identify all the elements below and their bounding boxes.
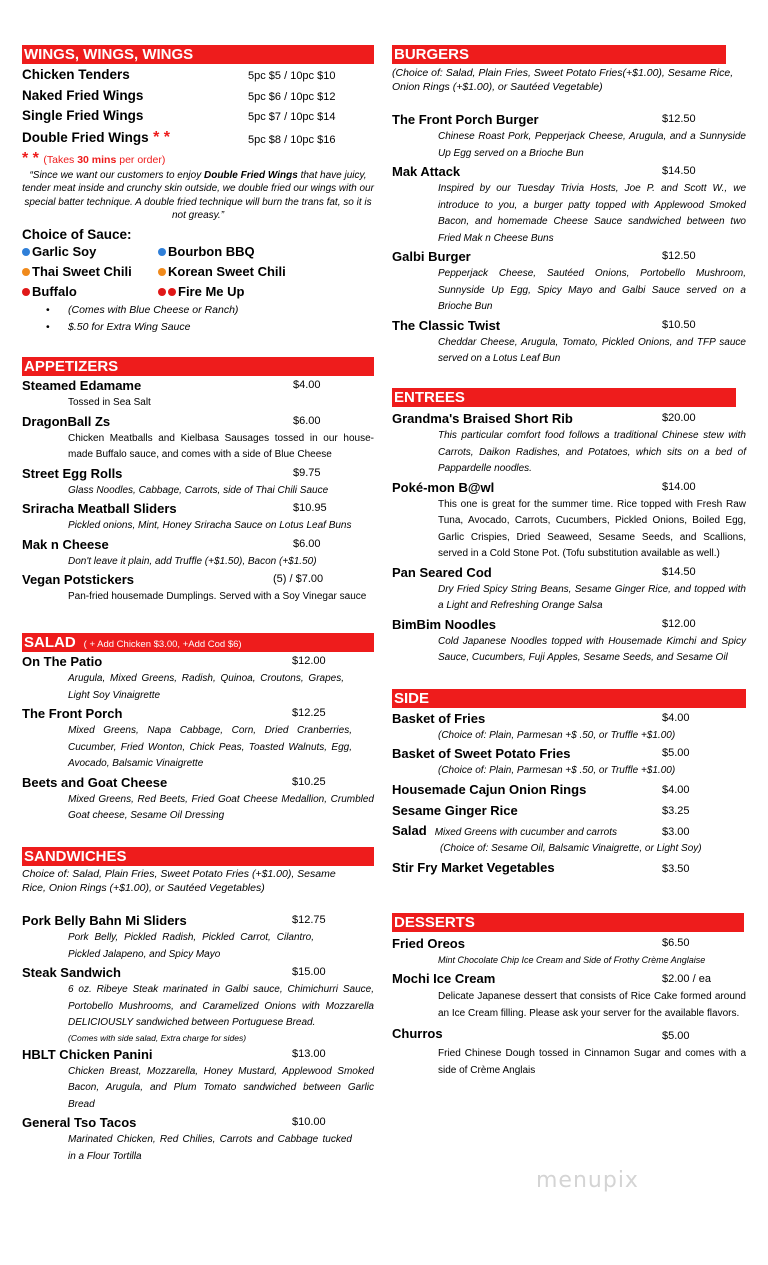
sandwiches-section: [22, 847, 374, 1165]
note-bold: 30 mins: [77, 153, 117, 166]
item-name: Mak Attack: [392, 164, 461, 179]
item-desc: Arugula, Mixed Greens, Radish, Quinoa, Croutons, Grapes, Light Soy Vinaigrette: [68, 673, 344, 701]
wings-header: WINGS, WINGS, WINGS: [22, 45, 374, 64]
quote-bold: Double Fried Wings: [203, 169, 298, 181]
item-name: Mochi Ice Cream: [392, 971, 496, 986]
menu-item: [392, 821, 746, 841]
sauce-item: [158, 262, 358, 282]
sauce-item: [158, 282, 358, 302]
menu-item: [22, 963, 374, 982]
item-price: $3.50: [662, 863, 690, 875]
menu-item: [22, 412, 374, 431]
menu-item: [392, 779, 746, 800]
star-mark: * *: [22, 149, 39, 167]
menu-item: [22, 652, 374, 671]
item-name: Double Fried Wings: [22, 129, 149, 145]
wings-bullet: • $.50 for Extra Wing Sauce: [22, 319, 374, 337]
item-price: $10.00: [292, 1116, 326, 1128]
quote-pre: “Since we want our customers to enjoy: [29, 169, 204, 181]
item-desc: Pork Belly, Pickled Radish, Pickled Carrot, Cilantro, Pickled Jalapeno, and Spicy Mayo: [68, 932, 314, 960]
item-price: $6.00: [293, 537, 321, 550]
item-price: $12.25: [292, 707, 326, 719]
burgers-body: [392, 65, 746, 368]
item-name: Mak n Cheese: [22, 536, 109, 552]
salad-header-note: ( + Add Chicken $3.00, +Add Cod $6): [83, 639, 242, 650]
menu-item: [22, 773, 374, 792]
item-desc: Mixed Greens, Napa Cabbage, Corn, Dried Cranberries, Cucumber, Fried Wonton, Chick Peas, Toasted Walnuts, Egg, Avocado, Balsamic Vinaigrette: [68, 725, 352, 769]
item-price: $4.00: [293, 379, 321, 391]
entrees-header: ENTREES: [392, 388, 736, 407]
heat-dot-icon: [158, 268, 166, 276]
item-price: $15.00: [292, 966, 326, 978]
item-price: $12.00: [662, 617, 696, 630]
sandwiches-header: SANDWICHES: [22, 847, 374, 866]
salad-section: [22, 633, 374, 825]
item-price: $4.00: [662, 712, 690, 724]
menu-item: [392, 409, 746, 428]
sauce-name: Garlic Soy: [32, 243, 97, 259]
side-header: SIDE: [392, 689, 746, 708]
menupix-watermark: menupix: [536, 1168, 639, 1193]
menu-item: [22, 1113, 374, 1132]
item-price: 5pc $8 / 10pc $16: [248, 133, 336, 146]
menu-item: [392, 857, 746, 879]
wings-section: [22, 45, 374, 337]
menu-item: [392, 968, 746, 989]
wing-item: [22, 65, 374, 86]
side-section: [392, 689, 746, 879]
appetizers-section: [22, 357, 374, 606]
item-name: HBLT Chicken Panini: [22, 1046, 153, 1062]
salad-header: [22, 633, 374, 652]
item-name: DragonBall Zs: [22, 413, 111, 429]
sauce-item: [22, 282, 158, 302]
item-price: 5pc $7 / 10pc $14: [248, 111, 336, 123]
wing-item: [22, 127, 374, 149]
item-price: $2.00 / ea: [662, 973, 711, 985]
menu-item: [392, 744, 746, 763]
sauce-name: Thai Sweet Chili: [32, 263, 132, 279]
item-name: Naked Fried Wings: [22, 87, 144, 103]
item-price: $10.50: [662, 318, 696, 331]
sauce-item: [22, 262, 158, 282]
menu-item: [22, 535, 374, 554]
item-name: Grandma's Braised Short Rib: [392, 411, 573, 426]
appetizers-header: APPETIZERS: [22, 357, 374, 376]
item-desc: Pan-fried housemade Dumplings. Served with a Soy Vinegar sauce: [68, 591, 367, 602]
item-price: $3.00: [662, 826, 690, 838]
wings-quote: [22, 169, 374, 223]
item-name: Beets and Goat Cheese: [22, 774, 168, 790]
item-price: $14.50: [662, 165, 696, 177]
item-name: Sriracha Meatball Sliders: [22, 501, 177, 516]
item-name: Housemade Cajun Onion Rings: [392, 782, 587, 797]
item-price: $20.00: [662, 412, 696, 424]
item-desc: Cheddar Cheese, Arugula, Tomato, Pickled Onions, and TFP sauce served on a Lotus Leaf Bun: [438, 336, 746, 364]
menu-item: [392, 709, 746, 728]
item-desc: Chicken Breast, Mozzarella, Honey Mustard, Applewood Smoked Bacon, Arugula, and Plum Tomato sandwiched between Garlic Bread: [68, 1065, 374, 1110]
item-name: Chicken Tenders: [22, 67, 130, 82]
wings-note: [22, 150, 374, 169]
wing-item: [22, 86, 374, 107]
item-name: BimBim Noodles: [392, 616, 497, 632]
item-price: $4.00: [662, 784, 690, 796]
menu-item: [22, 704, 374, 723]
burgers-intro: (Choice of: Salad, Plain Fries, Sweet Potato Fries(+$1.00), Sesame Rice, Onion Rings (+$1.00), or Sautéed Vegetable): [392, 67, 734, 93]
sauce-name: Bourbon BBQ: [168, 243, 255, 259]
entrees-section: [392, 388, 736, 407]
item-price: $6.00: [293, 414, 321, 427]
item-name: Poké-mon B@wl: [392, 479, 495, 495]
menu-item: [392, 800, 746, 821]
item-price: $6.50: [662, 937, 690, 949]
desserts-section: [392, 913, 744, 932]
wing-item: [22, 106, 374, 127]
item-price: $13.00: [292, 1047, 326, 1060]
item-name: Street Egg Rolls: [22, 465, 123, 481]
item-name: Basket of Fries: [392, 711, 486, 726]
item-desc: Inspired by our Tuesday Trivia Hosts, Joe P. and Scott W., we introduce to you, a burger patty topped with Applewood Smoked Bacon, and homemade Cheese Sauce sandwiched between two Fried Mak n Cheese Buns: [438, 183, 746, 244]
item-name: General Tso Tacos: [22, 1115, 137, 1130]
menu-item: [22, 499, 374, 518]
item-price: $3.25: [662, 805, 690, 817]
item-price: $5.00: [662, 1030, 690, 1042]
item-name: The Front Porch Burger: [392, 112, 539, 127]
menu-item: [392, 162, 746, 181]
menu-item: [392, 934, 746, 953]
item-desc: Fried Chinese Dough tossed in Cinnamon Sugar and comes with a side of Crème Anglais: [438, 1048, 746, 1076]
item-name: On The Patio: [22, 654, 103, 669]
item-price: (5) / $7.00: [273, 573, 324, 585]
heat-dot-icon: [22, 268, 30, 276]
heat-dot-icon: [22, 288, 30, 296]
menu-item: [392, 247, 746, 266]
sauce-item: [158, 242, 358, 262]
item-desc: Don't leave it plain, add Truffle (+$1.50), Bacon (+$1.50): [68, 555, 317, 567]
sandwiches-intro: Choice of: Salad, Plain Fries, Sweet Potato Fries (+$1.00), Sesame Rice, Onion Rings (+$1.00), or Sautéed Vegetables): [22, 868, 336, 894]
salad-title: SALAD: [24, 634, 76, 651]
item-name: Steamed Edamame: [22, 378, 142, 393]
note-post: per order): [116, 153, 166, 166]
item-desc: Mixed Greens, Red Beets, Fried Goat Cheese Medallion, Crumbled Goat cheese, Sesame Oil Dressing: [68, 793, 374, 821]
item-name: Pan Seared Cod: [392, 564, 492, 580]
item-name: The Classic Twist: [392, 317, 501, 333]
item-desc: Chicken Meatballs and Kielbasa Sausages tossed in our house-made Buffalo sauce, and comes with a side of Blue Cheese: [68, 432, 374, 460]
item-desc: Cold Japanese Noodles topped with Housemade Kimchi and Spicy Sauce, Cucumbers, Fuji Apples, Sesame Seeds, and Sesame Oil: [438, 635, 746, 663]
item-desc: Dry Fried Spicy String Beans, Sesame Ginger Rice, and topped with a Light and Refreshing Orange Salsa: [438, 583, 746, 611]
burgers-section: [392, 45, 726, 64]
item-name: Sesame Ginger Rice: [392, 803, 518, 818]
item-price: $12.75: [292, 914, 326, 926]
item-options: (Choice of: Sesame Oil, Balsamic Vinaigrette, or Light Soy): [440, 843, 702, 854]
wings-bullet: • (Comes with Blue Cheese or Ranch): [22, 302, 374, 320]
item-name: Pork Belly Bahn Mi Sliders: [22, 913, 187, 928]
desserts-header: DESSERTS: [392, 913, 744, 932]
item-name: Stir Fry Market Vegetables: [392, 860, 555, 875]
heat-dot-icon: [168, 288, 176, 296]
item-name: The Front Porch: [22, 706, 123, 721]
menu-item: [22, 570, 374, 589]
sauce-name: Fire Me Up: [178, 283, 245, 299]
item-desc: Delicate Japanese dessert that consists of Rice Cake formed around an Ice Cream filling. Please ask your server for the available flavors.: [438, 991, 746, 1019]
item-desc: Marinated Chicken, Red Chilies, Carrots and Cabbage tucked in a Flour Tortilla: [68, 1134, 352, 1162]
sauce-name: Buffalo: [32, 283, 77, 299]
item-desc: Glass Noodles, Cabbage, Carrots, side of Thai Chili Sauce: [68, 484, 329, 496]
item-price: $10.25: [292, 775, 326, 788]
entrees-body: [392, 409, 746, 667]
item-desc: Pickled onions, Mint, Honey Sriracha Sauce on Lotus Leaf Buns: [68, 520, 352, 531]
item-inline-desc: Mixed Greens with cucumber and carrots: [434, 827, 617, 838]
menu-item: [392, 563, 746, 582]
burgers-header: BURGERS: [392, 45, 726, 64]
menu-item: [22, 911, 374, 930]
item-price: $12.50: [662, 250, 696, 262]
item-desc: This one is great for the summer time. Rice topped with Fresh Raw Tuna, Avocado, Carrots, Cucumbers, Pickled Onions, Boiled Egg, Garlic Crispies, Dried Seaweed, Sesame Seeds, and Scallions, served in a Cold Stone Pot. (Tofu substitution available as well.): [438, 498, 746, 559]
item-name: Basket of Sweet Potato Fries: [392, 746, 571, 761]
menu-item: [392, 316, 746, 335]
quote-post: that have juicy, tender meat inside and crunchy skin outside, we double fried our wings with our special batter technique. A double fried technique will burn the trans fat, so it is not greasy.”: [22, 169, 374, 221]
star-mark: * *: [153, 128, 170, 146]
item-price: $14.00: [662, 480, 696, 493]
menu-item: [22, 464, 374, 483]
heat-dot-icon: [158, 288, 166, 296]
item-name: Salad: [392, 823, 427, 838]
menu-item: [392, 1022, 746, 1046]
sauce-list: [22, 242, 374, 302]
item-price: $5.00: [662, 747, 690, 759]
sauce-title: Choice of Sauce:: [22, 226, 132, 242]
item-desc: This particular comfort food follows a traditional Chinese stew with Carrots, Daikon Radishes, and Potatoes, which sits on a bed of Pappardelle noodles.: [438, 430, 746, 474]
item-name: Fried Oreos: [392, 936, 465, 951]
sauce-item: [22, 242, 158, 262]
item-name: Churros: [392, 1026, 443, 1041]
item-desc: Pepperjack Cheese, Sautéed Onions, Portobello Mushroom, Sunnyside Up Egg, Spicy Mayo and Galbi Sauce served on a Brioche Bun: [438, 268, 746, 312]
note-pre: (Takes: [43, 153, 78, 166]
item-name: Galbi Burger: [392, 249, 471, 264]
item-options: (Choice of: Plain, Parmesan +$ .50, or Truffle +$1.00): [438, 730, 676, 741]
item-price: $12.50: [662, 113, 696, 125]
menu-item: [392, 110, 746, 129]
item-name: Single Fried Wings: [22, 108, 144, 123]
item-desc: Chinese Roast Pork, Pepperjack Cheese, Arugula, and a Sunnyside Up Egg served on a Brioche Bun: [438, 131, 746, 159]
item-price: 5pc $5 / 10pc $10: [248, 70, 336, 82]
item-price: 5pc $6 / 10pc $12: [248, 90, 336, 103]
item-desc: Mint Chocolate Chip Ice Cream and Side of Frothy Crème Anglaise: [438, 955, 706, 965]
desserts-body: [392, 934, 746, 1079]
menu-item: [22, 1045, 374, 1064]
item-name: Steak Sandwich: [22, 965, 121, 980]
heat-dot-icon: [22, 248, 30, 256]
item-desc: Tossed in Sea Salt: [68, 397, 151, 408]
item-note: (Comes with side salad, Extra charge for sides): [68, 1032, 247, 1043]
item-price: $14.50: [662, 565, 696, 578]
menu-item: [392, 478, 746, 497]
item-desc: 6 oz. Ribeye Steak marinated in Galbi sauce, Chimichurri Sauce, Portobello Mushrooms, and Caramelized Onions with Mozzarella DELICIOUSLY sandwiched between Portuguese Bread.: [68, 984, 374, 1028]
item-price: $12.00: [292, 655, 326, 667]
sauce-name: Korean Sweet Chili: [168, 263, 286, 279]
item-options: (Choice of: Plain, Parmesan +$ .50, or Truffle +$1.00): [438, 765, 676, 776]
heat-dot-icon: [158, 248, 166, 256]
menu-item: [22, 376, 374, 395]
item-price: $9.75: [293, 466, 321, 479]
menu-item: [392, 615, 746, 634]
item-price: $10.95: [293, 502, 327, 514]
item-name: Vegan Potstickers: [22, 572, 134, 587]
